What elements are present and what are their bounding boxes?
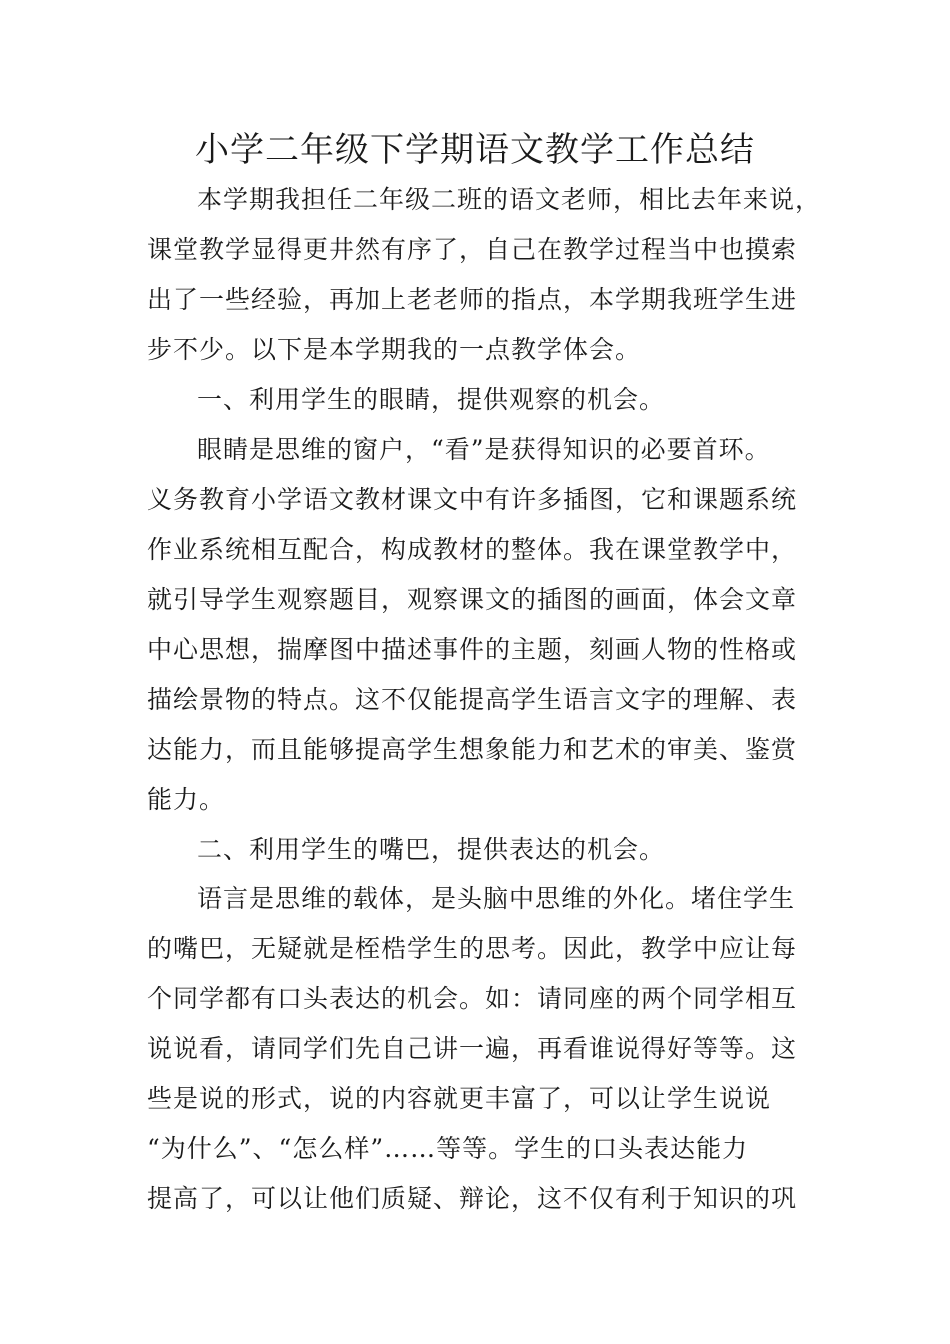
paragraph-line: 说说看，请同学们先自己讲一遍，再看谁说得好等等。这 bbox=[147, 1034, 798, 1063]
paragraph-line: 步不少。以下是本学期我的一点教学体会。 bbox=[147, 335, 642, 364]
paragraph-line: 语言是思维的载体，是头脑中思维的外化。堵住学生 bbox=[197, 884, 796, 913]
paragraph-line: 作业系统相互配合，构成教材的整体。我在课堂教学中， bbox=[147, 535, 798, 564]
paragraph-line: 描绘景物的特点。这不仅能提高学生语言文字的理解、表 bbox=[147, 685, 798, 714]
paragraph-line: 眼睛是思维的窗户，“看”是获得知识的必要首环。 bbox=[197, 435, 771, 464]
paragraph-line: “为什么”、“怎么样”……等等。学生的口头表达能力 bbox=[147, 1134, 749, 1163]
paragraph-line: 中心思想，揣摩图中描述事件的主题，刻画人物的性格或 bbox=[147, 635, 798, 664]
paragraph-line: 本学期我担任二年级二班的语文老师，相比去年来说， bbox=[197, 185, 822, 214]
document-title: 小学二年级下学期语文教学工作总结 bbox=[195, 130, 755, 170]
paragraph-line: 能力。 bbox=[147, 785, 226, 814]
paragraph-line: 的嘴巴，无疑就是桎梏学生的思考。因此，教学中应让每 bbox=[147, 934, 798, 963]
paragraph-line: 提高了，可以让他们质疑、辩论，这不仅有利于知识的巩 bbox=[147, 1184, 798, 1213]
paragraph-line: 义务教育小学语文教材课文中有许多插图，它和课题系统 bbox=[147, 485, 798, 514]
paragraph-line: 些是说的形式，说的内容就更丰富了，可以让学生说说 bbox=[147, 1084, 772, 1113]
paragraph-line: 课堂教学显得更井然有序了，自己在教学过程当中也摸索 bbox=[147, 235, 798, 264]
section-heading: 一、利用学生的眼睛，提供观察的机会。 bbox=[197, 385, 666, 414]
paragraph-line: 个同学都有口头表达的机会。如：请同座的两个同学相互 bbox=[147, 984, 798, 1013]
section-heading: 二、利用学生的嘴巴，提供表达的机会。 bbox=[197, 835, 666, 864]
paragraph-line: 达能力，而且能够提高学生想象能力和艺术的审美、鉴赏 bbox=[147, 735, 798, 764]
paragraph-line: 就引导学生观察题目，观察课文的插图的画面，体会文章 bbox=[147, 585, 798, 614]
paragraph-line: 出了一些经验，再加上老老师的指点，本学期我班学生进 bbox=[147, 285, 798, 314]
